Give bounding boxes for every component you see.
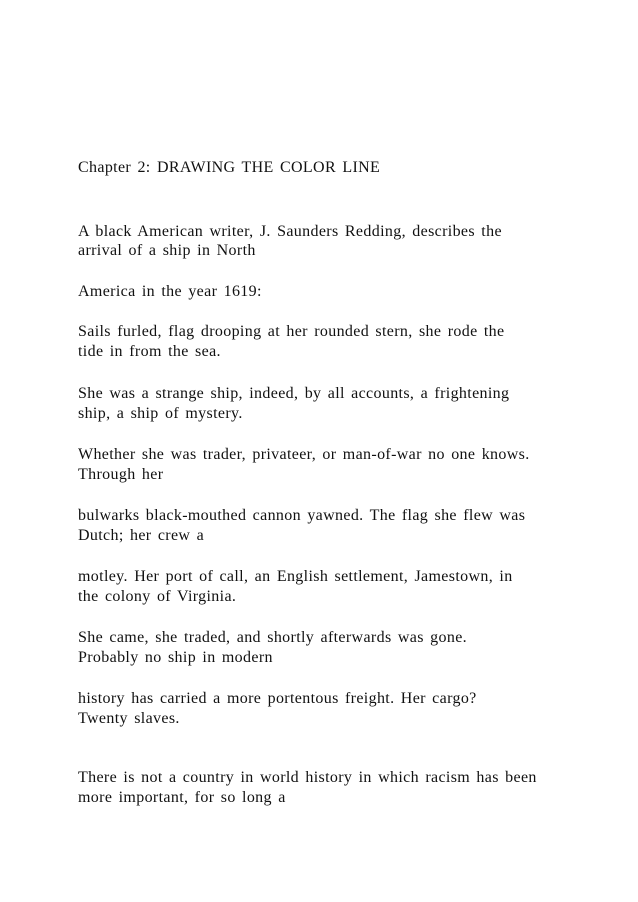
text-line: Through her — [78, 466, 164, 483]
text-line: tide in from the sea. — [78, 343, 221, 360]
chapter-heading: Chapter 2: DRAWING THE COLOR LINE — [78, 159, 381, 176]
text-line: A black American writer, J. Saunders Redding, describes the — [78, 223, 502, 240]
text-line: arrival of a ship in North — [78, 242, 256, 259]
text-line: more important, for so long a — [78, 789, 286, 806]
text-line: Twenty slaves. — [78, 710, 180, 727]
text-line: Dutch; her crew a — [78, 527, 205, 544]
text-line: Probably no ship in modern — [78, 649, 273, 666]
text-line: She came, she traded, and shortly afterwards was gone. — [78, 629, 468, 646]
text-line: Sails furled, flag drooping at her rounded stern, she rode the — [78, 323, 505, 340]
text-line: motley. Her port of call, an English settlement, Jamestown, in — [78, 568, 513, 585]
text-line: She was a strange ship, indeed, by all accounts, a frightening — [78, 385, 510, 402]
text-line: There is not a country in world history in which racism has been — [78, 769, 537, 786]
text-line: Whether she was trader, privateer, or man-of-war no one knows. — [78, 446, 530, 463]
text-line: the colony of Virginia. — [78, 588, 237, 605]
text-line: bulwarks black-mouthed cannon yawned. The flag she flew was — [78, 507, 526, 524]
text-line: ship, a ship of mystery. — [78, 405, 243, 422]
text-line: history has carried a more portentous freight. Her cargo? — [78, 690, 477, 707]
text-line: America in the year 1619: — [78, 283, 262, 300]
